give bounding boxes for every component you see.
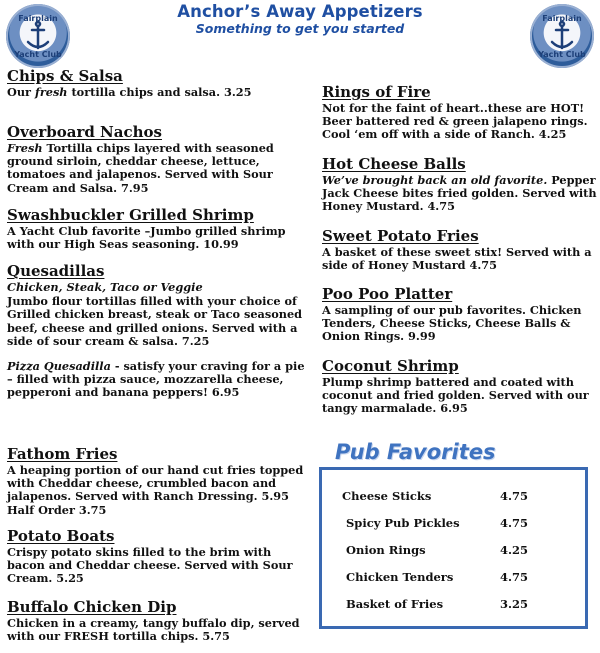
- pub-item-name: Onion Rings: [346, 543, 426, 557]
- pub-item-name: Spicy Pub Pickles: [346, 516, 460, 530]
- item-name: Overboard Nachos: [7, 123, 162, 141]
- pub-item-price: 4.75: [500, 489, 529, 503]
- item-description: Chicken in a creamy, tangy buffalo dip, served with our FRESH tortilla chips. 5.75: [7, 616, 300, 644]
- item-name: Chips & Salsa: [7, 67, 123, 85]
- item-name: Swashbuckler Grilled Shrimp: [7, 206, 254, 224]
- logo-text-top: Fairplain: [18, 14, 58, 23]
- menu-item-fathom-fries: [7, 446, 307, 528]
- pub-item-name: Basket of Fries: [346, 597, 444, 611]
- menu-item-potato-boats: [7, 528, 307, 599]
- item-description: A heaping portion of our hand cut fries topped with Cheddar cheese, crumbled bacon and jalapenos. Served with Ranch Dressing. 5.95 Half Order 3.75: [7, 463, 304, 517]
- item-description: Plump shrimp battered and coated with coconut and fried golden. Served with our tangy marmalade. 6.95: [322, 375, 589, 416]
- pub-item-price: 4.75: [500, 516, 529, 530]
- item-name: Quesadillas: [7, 262, 105, 280]
- logo-text-bottom: Yacht Club: [538, 50, 586, 59]
- pub-item-name: Cheese Sticks: [342, 489, 432, 503]
- item-description: We’ve brought back an old favorite. Pepper Jack Cheese bites fried golden. Served with Honey Mustard. 4.75: [322, 173, 597, 214]
- menu-item-sweet-potato-fries: [322, 228, 597, 286]
- item-name: Coconut Shrimp: [322, 357, 459, 375]
- item-options: Chicken, Steak, Taco or Veggie: [7, 280, 203, 294]
- menu-item-rings-of-fire: [322, 84, 597, 156]
- pub-item-price: 4.75: [500, 570, 529, 584]
- menu-item-coconut-shrimp: [322, 358, 597, 416]
- item-name: Potato Boats: [7, 527, 115, 545]
- item-description: Not for the faint of heart..these are HOT! Beer battered red & green jalapeno rings. Cool ‘em off with a side of Ranch. 4.25: [322, 101, 588, 142]
- item-name: Fathom Fries: [7, 445, 118, 463]
- right-menu-column: [322, 84, 597, 416]
- pub-item-price: 4.25: [500, 543, 529, 557]
- item-description: Our fresh tortilla chips and salsa. 3.25: [7, 85, 252, 99]
- item-name: Poo Poo Platter: [322, 285, 453, 303]
- item-description: Jumbo flour tortillas filled with your choice of Grilled chicken breast, steak or Taco seasoned beef, cheese and grilled onions. Served with a side of sour cream & salsa. 7.25: [7, 294, 303, 348]
- page-subtitle: Something to get you started: [195, 21, 405, 36]
- pub-item-price: 3.25: [500, 597, 529, 611]
- item-sub-description: Pizza Quesadilla - satisfy your craving for a pie – filled with pizza sauce, mozzarella cheese, pepperoni and banana peppers! 6.95: [7, 359, 305, 400]
- pub-favorites-title: Pub Favorites: [335, 440, 496, 464]
- menu-header: [0, 2, 600, 36]
- logo-text-top: Fairplain: [542, 14, 582, 23]
- item-description: A basket of these sweet stix! Served with a side of Honey Mustard 4.75: [322, 245, 592, 273]
- left-menu-column: [7, 68, 307, 643]
- menu-item-quesadillas: [7, 263, 307, 446]
- item-description: Crispy potato skins filled to the brim with bacon and Cheddar cheese. Served with Sour Cream. 5.25: [7, 545, 293, 586]
- item-name: Rings of Fire: [322, 83, 431, 101]
- menu-item-chips: [7, 68, 307, 124]
- pub-item-name: Chicken Tenders: [346, 570, 454, 584]
- pub-favorites-box: [319, 467, 588, 629]
- menu-item-poo-poo-platter: [322, 286, 597, 358]
- menu-item-shrimp: [7, 207, 307, 263]
- item-name: Hot Cheese Balls: [322, 155, 466, 173]
- item-description: A Yacht Club favorite –Jumbo grilled shrimp with our High Seas seasoning. 10.99: [7, 224, 286, 252]
- item-description: A sampling of our pub favorites. Chicken Tenders, Cheese Sticks, Cheese Balls & Onion Rings. 9.99: [322, 303, 582, 344]
- menu-item-hot-cheese-balls: [322, 156, 597, 228]
- item-name: Sweet Potato Fries: [322, 227, 479, 245]
- item-name: Buffalo Chicken Dip: [7, 598, 177, 616]
- menu-item-buffalo-dip: [7, 599, 307, 643]
- logo-text-bottom: Yacht Club: [14, 50, 62, 59]
- menu-item-nachos: [7, 124, 307, 207]
- page-title: Anchor’s Away Appetizers: [177, 2, 423, 21]
- item-description: Fresh Tortilla chips layered with seasoned ground sirloin, cheddar cheese, lettuce, tomatoes and jalapenos. Served with Sour Cream and Salsa. 7.95: [7, 141, 274, 195]
